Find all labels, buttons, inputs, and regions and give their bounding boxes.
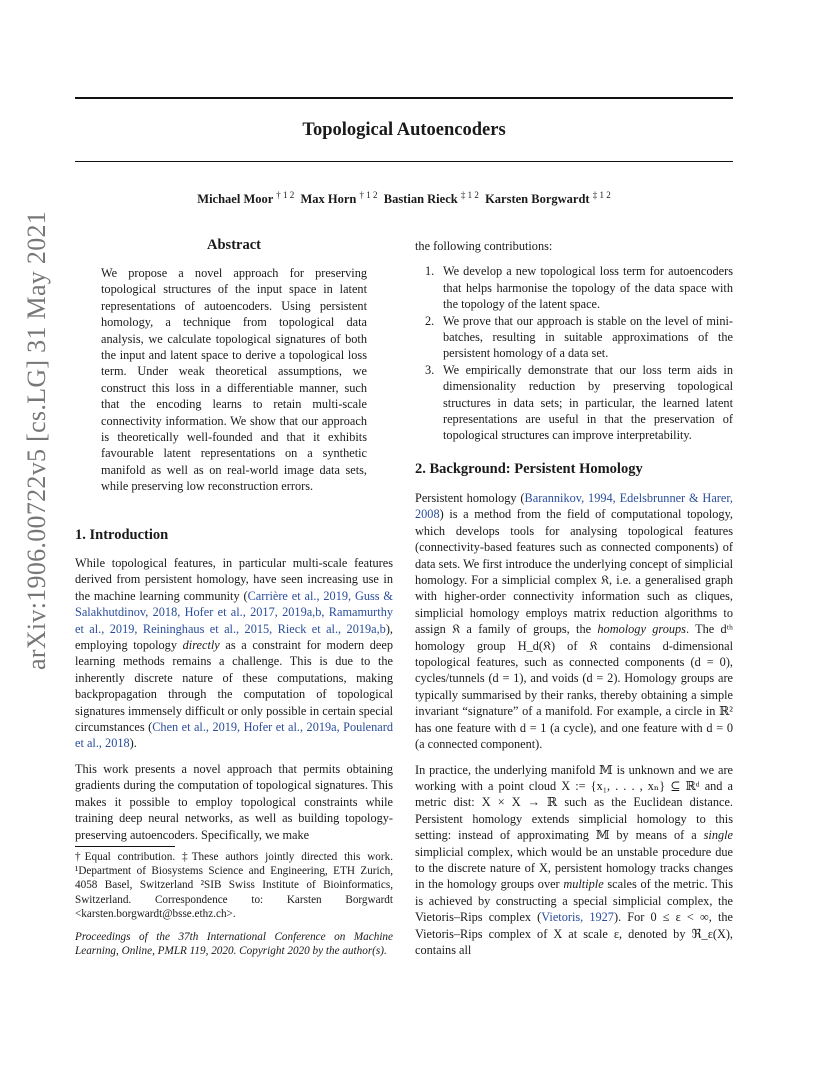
text-run: While topological features, in particular multi-scale features derived from persistent homology, have seen increasing use in the machine learning community ( <box>75 556 393 603</box>
top-rule <box>75 97 733 99</box>
emphasis: directly <box>182 638 220 653</box>
item-text: We prove that our approach is stable on the level of mini-batches, resulting in suitable approximations of the persistent homology of a data set. <box>443 313 733 361</box>
title-bottom-rule <box>75 161 733 162</box>
item-number: 2. <box>425 313 435 328</box>
intro-heading: 1. Introduction <box>75 527 169 543</box>
intro-paragraph-2: This work presents a novel approach that permits obtaining gradients during the computation of topological signatures. This makes it possible to employ topological constraints while training deep neural networks, as well as building topology-preserving autoencoders. Specifically, we make <box>75 761 393 842</box>
intro-paragraph-1 <box>75 555 393 752</box>
text-run: ) is a method from the field of computational topology, which develops tools for analysing topological features (connectivity-based features such as connected components) of data sets. We first introduce the underlying concept of simplicial homology. For a simplicial complex 𝔎, i.e. a generalised graph with higher-order connectivity information such as cliques, simplicial homology employs matrix reduction algorithms to assign 𝔎 a family of groups, the <box>415 507 733 637</box>
author-marks: ‡ 1 2 <box>592 190 611 200</box>
item-number: 3. <box>425 362 435 377</box>
author-name: Michael Moor <box>197 192 274 207</box>
citation-link[interactable]: Vietoris, 1927 <box>541 910 614 925</box>
citation-link[interactable]: Chen et al., 2019, Hofer et al., 2019a, Poulenard et al., 2018 <box>75 720 393 751</box>
background-paragraph-1 <box>415 490 733 753</box>
author-name: Karsten Borgwardt <box>485 192 590 207</box>
contributions-list <box>415 263 733 443</box>
text-run: as a constraint for modern deep learning methods remains a challenge. This is due to the inherently discrete nature of these computations, making backpropagation through the computation of topological signatures immensely difficult or only possible in certain special circumstances ( <box>75 638 393 735</box>
citation-link[interactable]: Barannikov, 1994, Edelsbrunner & Harer, 2008 <box>415 491 734 522</box>
proceedings-text: Proceedings of the 37th International Conference on Machine Learning, Online, PMLR 119, 2020. Copyright 2020 by the author(s). <box>75 931 393 958</box>
author-name: Bastian Rieck <box>383 192 458 207</box>
item-text: We develop a new topological loss term for autoencoders that helps harmonise the topology of the data space with the topology of the latent space. <box>443 264 733 312</box>
text-run: Persistent homology ( <box>415 491 525 505</box>
proceedings-note <box>75 930 393 958</box>
emphasis: homology groups <box>597 622 686 637</box>
author-name: Max Horn <box>300 192 357 207</box>
text-run: simplicial complex, which would be an unstable procedure due to the discrete nature of X, persistent homology tracks changes in the homology groups over <box>415 844 733 892</box>
background-body <box>415 490 733 958</box>
text-run: ). For 0 ≤ ε < ∞, the Vietoris–Rips complex of X at scale ε, denoted by ℜ_ε(X), contains all <box>415 910 733 957</box>
author-marks: ‡ 1 2 <box>460 190 479 200</box>
text-run: ). <box>129 736 137 751</box>
abstract-heading: Abstract <box>207 237 261 253</box>
author-list <box>75 190 733 207</box>
contribution-item <box>415 362 733 444</box>
citation-link[interactable]: Carrière et al., 2019, Guss & Salakhutdinov, 2018, Hofer et al., 2017, 2019a,b, Ramamurthy et al., 2019, Reininghaus et al., 2015, Rieck et al., 2019a,b <box>75 588 393 636</box>
text-run: . The dᵗʰ homology group H_d(𝔎) of 𝔎 contains d-dimensional topological features, such as connected components (d = 0), cycles/tunnels (d = 1), and voids (d = 2). Homology groups are typically summarised by their ranks, thereby obtaining a simple invariant “signature” of a manifold. For example, a circle in ℝ² has one feature with d = 1 (a cycle), and one feature with d = 0 (a connected component). <box>415 622 734 752</box>
item-number: 1. <box>425 264 435 279</box>
background-heading: 2. Background: Persistent Homology <box>415 461 643 477</box>
abstract-text: We propose a novel approach for preserving topological structures of the input space in latent representations of autoencoders. Using persistent homology, a technique from topological data analysis, we calculate topological signatures of both the input and latent space to derive a topological loss term. Under weak theoretical assumptions, we construct this loss in a differentiable manner, such that the encoding learns to retain multi-scale connectivity information. We show that our approach is theoretically well-founded and that it exhibits favourable latent representations on a synthetic manifold as well as on real-world image data sets, while preserving low reconstruction errors. <box>101 266 367 494</box>
emphasis: single <box>703 828 733 843</box>
intro-body <box>75 555 393 843</box>
footnote-rule <box>75 846 175 847</box>
text-run: scales of the metric. This is achieved by constructing a special simplicial complex, the Vietoris–Rips complex ( <box>415 877 733 925</box>
background-paragraph-2 <box>415 762 733 959</box>
contribution-item <box>415 263 733 312</box>
author-marks: † 1 2 <box>276 190 295 200</box>
contribution-item <box>415 313 733 362</box>
contributions <box>415 238 733 444</box>
text-run: ), employing topology <box>75 621 393 653</box>
contributions-lead: the following contributions: <box>415 239 553 253</box>
text-run: In practice, the underlying manifold 𝕄 is unknown and we are working with a point cloud X := {x₁, . . . , xₙ} ⊆ ℝᵈ and a metric dist: X × X → ℝ such as the Euclidean distance. Persistent homology extends simplicial homology to this setting: instead of approximating 𝕄 by means of a <box>415 762 733 843</box>
paper-title: Topological Autoencoders <box>302 120 506 140</box>
footnote: †Equal contribution. ‡These authors jointly directed this work. ¹Department of Biosystems Science and Engineering, ETH Zurich, 4058 Basel, Switzerland ²SIB Swiss Institute of Bioinformatics, Switzerland. Correspondence to: Karsten Borgwardt <karsten.borgwardt@bsse.ethz.ch>. <box>75 851 393 920</box>
item-text: We empirically demonstrate that our loss term aids in dimensionality reduction by preserving topological structures in data sets; in particular, the learned latent representations are useful in that the preservation of topological structures can improve interpretability. <box>443 362 733 443</box>
author-marks: † 1 2 <box>359 190 378 200</box>
emphasis: multiple <box>563 877 604 892</box>
arxiv-stamp: arXiv:1906.00722v5 [cs.LG] 31 May 2021 <box>22 210 51 670</box>
